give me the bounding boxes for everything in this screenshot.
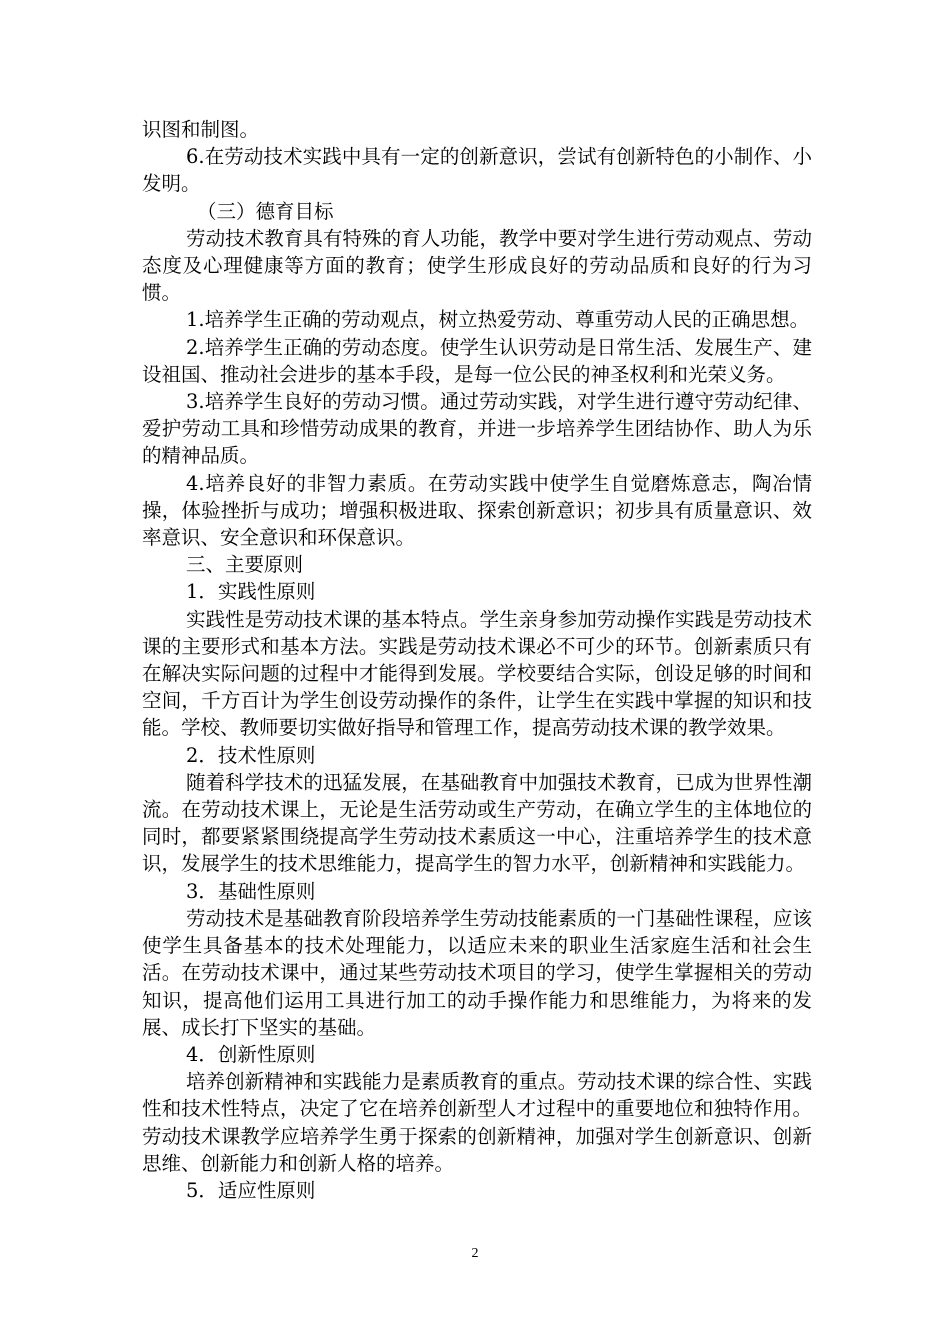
paragraph-moral-intro: 劳动技术教育具有特殊的育人功能，教学中要对学生进行劳动观点、劳动态度及心理健康等方面的教育；使学生形成良好的劳动品质和良好的行为习惯。 xyxy=(142,226,812,305)
subheading-innovation-principle: 4．创新性原则 xyxy=(186,1042,316,1066)
subheading-foundation-principle: 3．基础性原则 xyxy=(186,879,316,903)
paragraph-moral-4: 4.培养良好的非智力素质。在劳动实践中使学生自觉磨炼意志，陶冶情操，体验挫折与成功；增强积极进取、探索创新意识；初步具有质量意识、效率意识、安全意识和环保意识。 xyxy=(142,471,812,550)
paragraph-goal-6: 6.在劳动技术实践中具有一定的创新意识，尝试有创新特色的小制作、小发明。 xyxy=(142,145,812,196)
document-body xyxy=(142,116,812,1204)
paragraph-technical-principle: 随着科学技术的迅猛发展，在基础教育中加强技术教育，已成为世界性潮流。在劳动技术课上，无论是生活劳动或生产劳动，在确立学生的主体地位的同时，都要紧紧围绕提高学生劳动技术素质这一中心，注重培养学生的技术意识，发展学生的技术思维能力，提高学生的智力水平，创新精神和实践能力。 xyxy=(142,770,812,876)
page-number: 2 xyxy=(471,1246,479,1261)
section-heading-moral-goals: （三）德育目标 xyxy=(197,199,334,223)
paragraph-moral-3: 3.培养学生良好的劳动习惯。通过劳动实践，对学生进行遵守劳动纪律、爱护劳动工具和珍惜劳动成果的教育，并进一步培养学生团结协作、助人为乐的精神品质。 xyxy=(142,390,812,468)
section-heading-principles: 三、主要原则 xyxy=(186,553,304,577)
paragraph-continuation: 识图和制图。 xyxy=(142,118,260,141)
paragraph-innovation-principle: 培养创新精神和实践能力是素质教育的重点。劳动技术课的综合性、实践性和技术性特点，决定了它在培养创新型人才过程中的重要地位和独特作用。劳动技术课教学应培养学生勇于探索的创新精神，加强对学生创新意识、创新思维、创新能力和创新人格的培养。 xyxy=(142,1070,812,1175)
paragraph-moral-1: 1.培养学生正确的劳动观点，树立热爱劳动、尊重劳动人民的正确思想。 xyxy=(186,308,810,332)
paragraph-practice-principle: 实践性是劳动技术课的基本特点。学生亲身参加劳动操作实践是劳动技术课的主要形式和基本方法。实践是劳动技术课必不可少的环节。创新素质只有在解决实际问题的过程中才能得到发展。学校要结合实际，创设足够的时间和空间，千方百计为学生创设劳动操作的条件，让学生在实践中掌握的知识和技能。学校、教师要切实做好指导和管理工作，提高劳动技术课的教学效果。 xyxy=(142,607,812,740)
paragraph-moral-2: 2.培养学生正确的劳动态度。使学生认识劳动是日常生活、发展生产、建设祖国、推动社会进步的基本手段，是每一位公民的神圣权利和光荣义务。 xyxy=(142,335,812,386)
paragraph-foundation-principle: 劳动技术是基础教育阶段培养学生劳动技能素质的一门基础性课程，应该使学生具备基本的技术处理能力，以适应未来的职业生活家庭生活和社会生活。在劳动技术课中，通过某些劳动技术项目的学习，使学生掌握相关的劳动知识，提高他们运用工具进行加工的动手操作能力和思维能力，为将来的发展、成长打下坚实的基础。 xyxy=(142,906,812,1039)
subheading-adaptability-principle: 5．适应性原则 xyxy=(186,1178,316,1202)
subheading-practice-principle: 1．实践性原则 xyxy=(186,580,316,604)
subheading-technical-principle: 2．技术性原则 xyxy=(186,743,316,767)
